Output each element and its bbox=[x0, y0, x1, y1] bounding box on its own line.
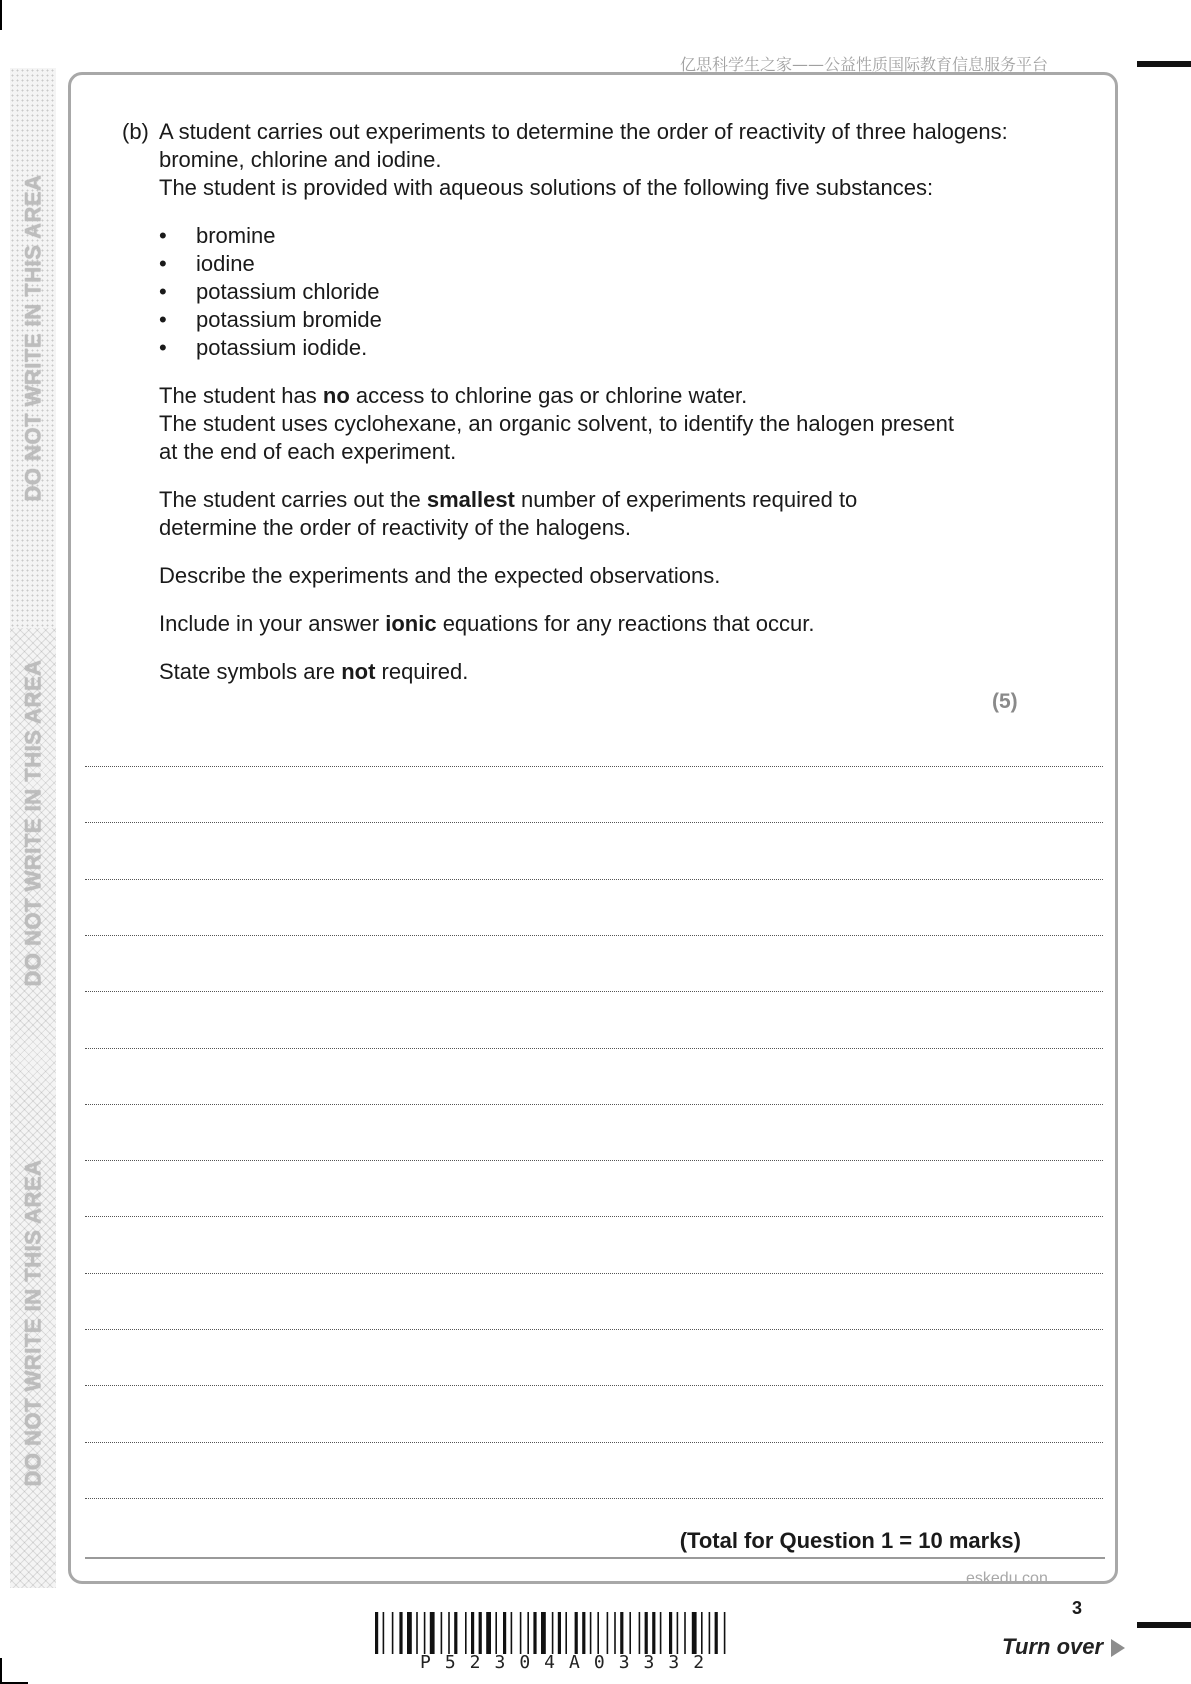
answer-line[interactable] bbox=[85, 935, 1103, 936]
right-margin-bar-top bbox=[1137, 61, 1191, 67]
margin-warning-bottom: DO NOT WRITE IN THIS AREA bbox=[20, 1159, 46, 1487]
barcode-number: P52304A03332 bbox=[420, 1652, 719, 1673]
barcode-icon bbox=[375, 1612, 812, 1654]
answer-line[interactable] bbox=[85, 822, 1103, 823]
crop-mark-top-left-v bbox=[0, 0, 2, 30]
intro-line-2: bromine, chlorine and iodine. bbox=[159, 147, 442, 172]
intro-line-3: The student is provided with aqueous solutions of the following five substances: bbox=[159, 175, 934, 200]
list-item: • potassium bromide bbox=[159, 307, 382, 332]
turn-over-label: Turn over bbox=[1002, 1634, 1104, 1659]
answer-line[interactable] bbox=[85, 1442, 1103, 1443]
question-body bbox=[159, 118, 1089, 686]
list-item: • potassium iodide. bbox=[159, 335, 368, 360]
answer-line[interactable] bbox=[85, 1385, 1103, 1386]
answer-line[interactable] bbox=[85, 1216, 1103, 1217]
header-watermark: 亿思科学生之家——公益性质国际教育信息服务平台 bbox=[680, 55, 1049, 74]
bullet-icon: • bbox=[159, 307, 167, 332]
margin-warning-top: DO NOT WRITE IN THIS AREA bbox=[20, 174, 46, 502]
crop-mark-bottom-left bbox=[0, 1658, 2, 1684]
turn-over-arrow-icon bbox=[1111, 1639, 1125, 1657]
intro-line-1: A student carries out experiments to determine the order of reactivity of three halogens: bbox=[159, 119, 1008, 144]
margin-warning-middle: DO NOT WRITE IN THIS AREA bbox=[20, 659, 46, 987]
answer-line[interactable] bbox=[85, 1329, 1103, 1330]
question-label: (b) bbox=[122, 119, 149, 144]
answer-line[interactable] bbox=[85, 1104, 1103, 1105]
list-item: • potassium chloride bbox=[159, 279, 380, 304]
answer-line[interactable] bbox=[85, 1498, 1103, 1499]
solvent-line-1: The student uses cyclohexane, an organic solvent, to identify the halogen present bbox=[159, 411, 954, 436]
solvent-line-2: at the end of each experiment. bbox=[159, 439, 457, 464]
bullet-icon: • bbox=[159, 335, 167, 360]
list-item: • iodine bbox=[159, 251, 255, 276]
ionic-instruction: Include in your answer ionic equations for any reactions that occur. bbox=[159, 611, 815, 636]
smallest-line-2: determine the order of reactivity of the halogens. bbox=[159, 515, 632, 540]
bullet-icon: • bbox=[159, 251, 167, 276]
page-number: 3 bbox=[1072, 1598, 1083, 1618]
answer-line[interactable] bbox=[85, 879, 1103, 880]
state-symbols-instruction: State symbols are not required. bbox=[159, 659, 469, 684]
answer-line[interactable] bbox=[85, 1273, 1103, 1274]
access-line: The student has no access to chlorine gas or chlorine water. bbox=[159, 383, 748, 408]
describe-instruction: Describe the experiments and the expected observations. bbox=[159, 563, 721, 588]
total-divider bbox=[85, 1557, 1105, 1559]
list-item: • bromine bbox=[159, 223, 276, 248]
bullet-icon: • bbox=[159, 223, 167, 248]
smallest-line-1: The student carries out the smallest number of experiments required to bbox=[159, 487, 858, 512]
marks-allocation: (5) bbox=[992, 690, 1018, 713]
crop-mark-top-left-h bbox=[0, 0, 2, 2]
bullet-icon: • bbox=[159, 279, 167, 304]
site-watermark: eskedu.con bbox=[966, 1570, 1048, 1587]
answer-line[interactable] bbox=[85, 991, 1103, 992]
answer-line[interactable] bbox=[85, 766, 1103, 767]
right-margin-bar-bottom bbox=[1137, 1622, 1191, 1628]
answer-line[interactable] bbox=[85, 1048, 1103, 1049]
question-total: (Total for Question 1 = 10 marks) bbox=[679, 1528, 1021, 1553]
answer-line[interactable] bbox=[85, 1160, 1103, 1161]
substance-list bbox=[159, 222, 1089, 362]
